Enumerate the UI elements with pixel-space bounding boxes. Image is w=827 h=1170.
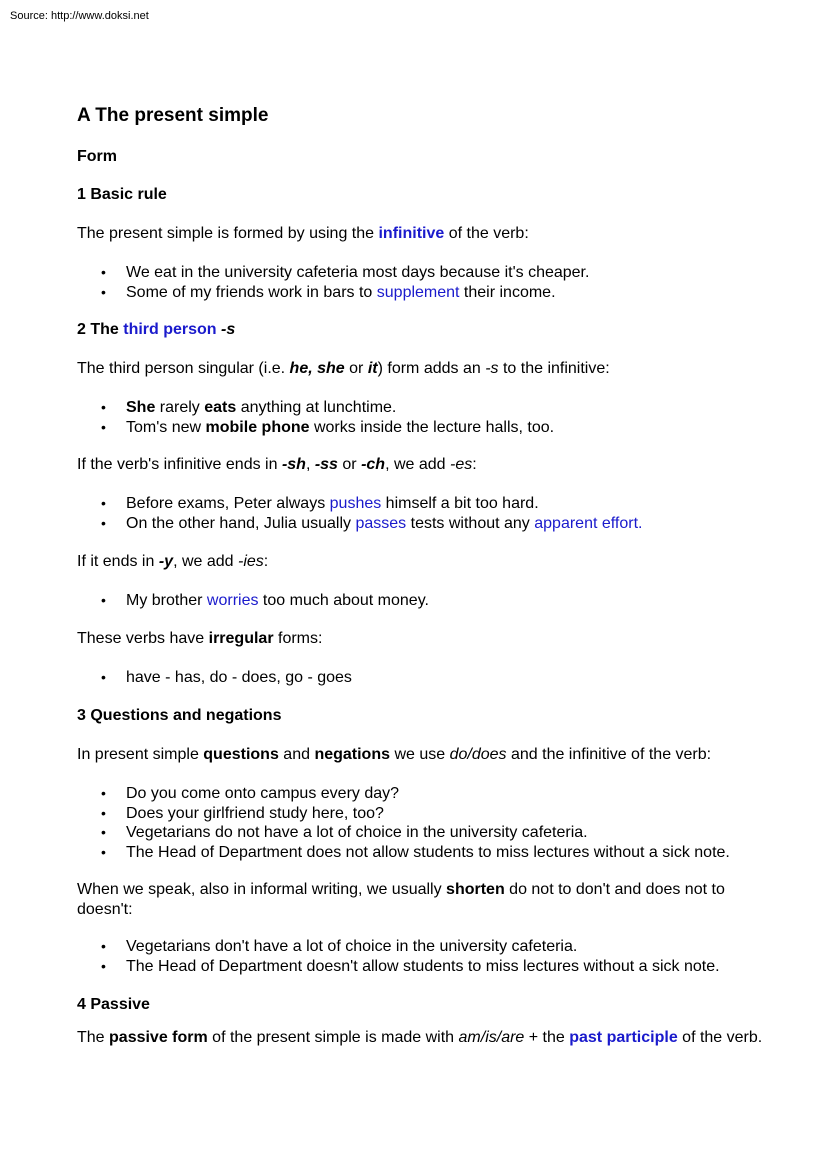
- text: :: [263, 553, 269, 570]
- text: These verbs have: [77, 630, 209, 647]
- text: mobile phone: [205, 418, 310, 436]
- text: Tom's new: [126, 418, 206, 436]
- third-person-paragraph: [77, 359, 610, 379]
- list-item: [77, 668, 777, 688]
- text: of the present simple is made with: [207, 1029, 459, 1046]
- text: On the other hand, Julia usually: [126, 514, 356, 532]
- shorten-list: [77, 937, 777, 976]
- text: My brother: [126, 592, 207, 609]
- irregular-paragraph: [77, 629, 322, 649]
- text: If it ends in: [77, 553, 159, 570]
- infinitive-link[interactable]: infinitive: [378, 225, 445, 242]
- list-item: [77, 957, 777, 977]
- worries-link[interactable]: worries: [206, 592, 259, 609]
- text: -es: [450, 456, 473, 473]
- text: eats: [204, 399, 237, 416]
- text: forms:: [273, 630, 323, 647]
- text: ,: [305, 456, 315, 473]
- text: negations: [314, 746, 390, 763]
- list-item: [77, 514, 777, 534]
- text: 2 The: [77, 321, 124, 338]
- list-item: [77, 283, 777, 303]
- list-item: [77, 398, 777, 418]
- text: -sh: [281, 456, 306, 473]
- list-item: [77, 804, 777, 824]
- shorten-paragraph: [77, 880, 767, 919]
- text: -ss: [314, 456, 338, 473]
- apparent-effort-link[interactable]: apparent effort.: [534, 514, 643, 532]
- text: + the: [524, 1029, 570, 1046]
- text: Vegetarians do not have a lot of choice in the university cafeteria.: [126, 824, 588, 841]
- text: and: [278, 746, 315, 763]
- endings-paragraph: [77, 455, 477, 475]
- irregular-list: [77, 668, 777, 688]
- text: do/does: [449, 746, 507, 763]
- supplement-link[interactable]: supplement: [376, 283, 460, 301]
- text: The present simple is formed by using the: [77, 225, 379, 242]
- text: ,: [308, 360, 318, 377]
- text: or: [344, 360, 368, 377]
- basic-rule-list: [77, 263, 777, 302]
- y-ending-paragraph: [77, 552, 268, 572]
- text: of the verb:: [444, 225, 529, 242]
- text: , we add: [385, 456, 451, 473]
- y-ending-list: [77, 591, 777, 611]
- passive-paragraph: [77, 1028, 767, 1048]
- list-item: [77, 591, 777, 611]
- text: she: [317, 360, 345, 377]
- passes-link[interactable]: passes: [355, 514, 407, 532]
- source-caption: Source: http://www.doksi.net: [10, 10, 149, 22]
- pushes-link[interactable]: pushes: [329, 495, 382, 512]
- text: Some of my friends work in bars to: [126, 283, 377, 301]
- questions-paragraph: [77, 745, 711, 765]
- text: The Head of Department does not allow students to miss lectures without a sick note.: [126, 843, 730, 861]
- text: it: [367, 360, 378, 377]
- list-item: [77, 418, 777, 438]
- basic-rule-paragraph: [77, 224, 529, 244]
- text: shorten: [446, 881, 505, 898]
- text: do not to don't and does not to doesn't:: [77, 881, 725, 918]
- text: and the infinitive of the verb:: [506, 746, 712, 763]
- text: , we add: [173, 553, 238, 570]
- text: ) form adds an: [377, 360, 486, 377]
- list-item: [77, 263, 777, 283]
- text: The third person singular (i.e.: [77, 360, 290, 377]
- text: We eat in the university cafeteria most days because it's cheaper.: [126, 264, 590, 281]
- text: too much about money.: [258, 592, 429, 609]
- endings-list: [77, 494, 777, 533]
- list-item: [77, 843, 777, 863]
- text: When we speak, also in informal writing, we usually: [77, 881, 447, 898]
- text: he: [289, 360, 309, 377]
- list-item: [77, 937, 777, 957]
- text: tests without any: [406, 514, 535, 532]
- text: -s: [485, 360, 499, 377]
- text: -s: [216, 321, 236, 338]
- form-heading: Form: [77, 148, 117, 165]
- text: questions: [203, 746, 279, 763]
- text: -y: [158, 553, 174, 570]
- text: -ch: [361, 456, 386, 473]
- text: irregular: [208, 630, 274, 647]
- text: or: [337, 456, 362, 473]
- text: She: [126, 399, 156, 416]
- text: passive form: [109, 1029, 208, 1046]
- text: himself a bit too hard.: [381, 495, 539, 512]
- text: :: [472, 456, 477, 473]
- list-item: [77, 494, 777, 514]
- text: we use: [390, 746, 450, 763]
- text: The Head of Department doesn't allow students to miss lectures without a sick note.: [126, 957, 720, 975]
- text: have - has, do - does, go - goes: [126, 669, 352, 686]
- third-person-link[interactable]: third person: [123, 321, 217, 338]
- page-title: A The present simple: [77, 105, 269, 126]
- text: their income.: [459, 283, 556, 301]
- questions-list: [77, 784, 777, 862]
- text: Before exams, Peter always: [126, 495, 330, 512]
- past-participle-link[interactable]: past participle: [569, 1029, 678, 1046]
- text: to the infinitive:: [498, 360, 610, 377]
- list-item: [77, 784, 777, 804]
- text: Vegetarians don't have a lot of choice in the university cafeteria.: [126, 938, 578, 955]
- questions-heading: 3 Questions and negations: [77, 707, 282, 724]
- text: The: [77, 1029, 110, 1046]
- text: of the verb.: [677, 1029, 763, 1046]
- third-person-heading: [77, 320, 235, 340]
- text: If the verb's infinitive ends in: [77, 456, 282, 473]
- text: Does your girlfriend study here, too?: [126, 804, 384, 822]
- text: anything at lunchtime.: [236, 399, 397, 416]
- passive-heading: 4 Passive: [77, 996, 150, 1013]
- text: Do you come onto campus every day?: [126, 785, 400, 802]
- text: am/is/are: [458, 1029, 525, 1046]
- text: rarely: [155, 399, 205, 416]
- list-item: [77, 823, 777, 843]
- text: -ies: [238, 553, 264, 570]
- basic-rule-heading: 1 Basic rule: [77, 186, 167, 203]
- text: works inside the lecture halls, too.: [309, 418, 555, 436]
- text: In present simple: [77, 746, 204, 763]
- third-person-list: [77, 398, 777, 437]
